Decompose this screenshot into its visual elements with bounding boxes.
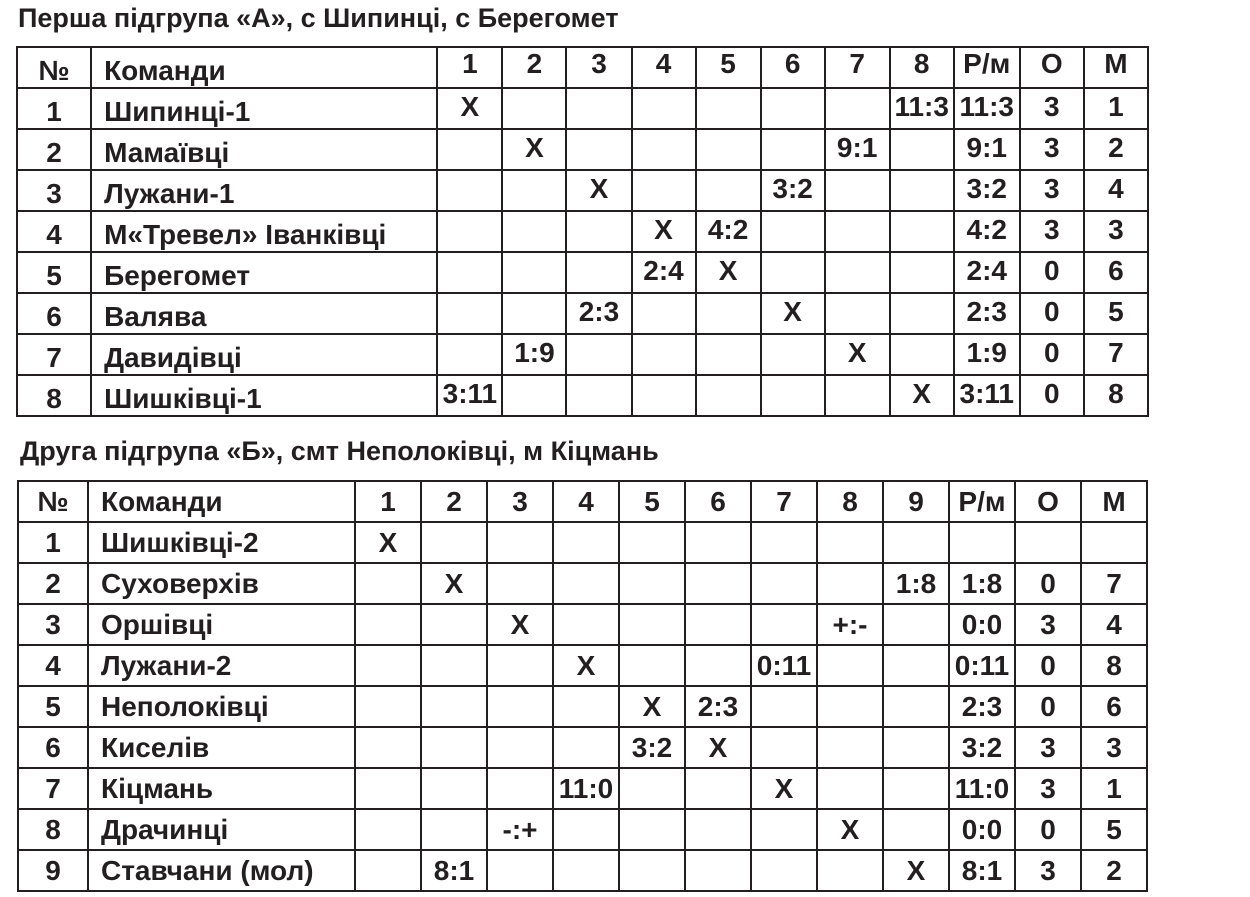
score-cell	[696, 129, 761, 170]
group-a-table	[16, 46, 1149, 417]
score-cell	[619, 563, 685, 604]
score-cell	[761, 129, 825, 170]
score-cell	[632, 170, 696, 211]
score-cell	[685, 522, 751, 563]
score-cell	[685, 604, 751, 645]
row-number: 8	[18, 809, 88, 850]
score-cell: 3:11	[437, 375, 502, 416]
header-col-10: Р/м	[954, 47, 1020, 88]
score-cell	[685, 563, 751, 604]
score-cell: 4:2	[696, 211, 761, 252]
score-cell	[502, 375, 566, 416]
place: 7	[1084, 334, 1148, 375]
score-cell	[566, 129, 631, 170]
row-number: 8	[17, 375, 91, 416]
score-cell: Х	[751, 768, 817, 809]
row-number: 9	[18, 850, 88, 891]
score-cell	[421, 522, 487, 563]
score-cell	[751, 686, 817, 727]
score-cell	[487, 563, 553, 604]
score-cell	[437, 211, 502, 252]
place	[1081, 522, 1147, 563]
header-row	[18, 481, 1147, 522]
place: 2	[1081, 850, 1147, 891]
header-col-2: 1	[355, 481, 421, 522]
points: 0	[1015, 686, 1081, 727]
score-cell	[761, 375, 825, 416]
score-cell	[751, 850, 817, 891]
score-cell	[421, 727, 487, 768]
score-cell	[355, 645, 421, 686]
score-cell	[883, 604, 949, 645]
score-cell	[817, 563, 883, 604]
table-row	[17, 170, 1148, 211]
score-cell	[883, 686, 949, 727]
score-cell	[685, 850, 751, 891]
goal-difference: 3:2	[954, 170, 1020, 211]
score-cell	[502, 211, 566, 252]
score-cell	[825, 170, 890, 211]
header-teams: Команди	[91, 47, 437, 88]
score-cell: 2:4	[632, 252, 696, 293]
row-number: 6	[18, 727, 88, 768]
header-col-12: М	[1084, 47, 1148, 88]
place: 5	[1084, 293, 1148, 334]
score-cell	[355, 850, 421, 891]
score-cell	[487, 768, 553, 809]
score-cell	[487, 850, 553, 891]
score-cell: 11:0	[553, 768, 619, 809]
score-cell	[553, 809, 619, 850]
score-cell	[553, 727, 619, 768]
score-cell: Х	[883, 850, 949, 891]
score-cell: Х	[890, 375, 954, 416]
score-cell: 8:1	[421, 850, 487, 891]
goal-difference: 1:8	[949, 563, 1015, 604]
score-cell	[685, 768, 751, 809]
score-cell	[502, 88, 566, 129]
score-cell	[421, 686, 487, 727]
score-cell	[825, 293, 890, 334]
header-col-12: О	[1015, 481, 1081, 522]
points: 3	[1020, 129, 1084, 170]
goal-difference: 3:2	[949, 727, 1015, 768]
table-row	[18, 645, 1147, 686]
header-col-8: 7	[825, 47, 890, 88]
row-number: 5	[18, 686, 88, 727]
score-cell	[566, 375, 631, 416]
team-name: Кіцмань	[88, 768, 355, 809]
score-cell	[685, 645, 751, 686]
place: 8	[1084, 375, 1148, 416]
score-cell	[553, 563, 619, 604]
points: 0	[1020, 375, 1084, 416]
team-name: Ставчани (мол)	[88, 850, 355, 891]
header-col-6: 5	[619, 481, 685, 522]
score-cell	[761, 334, 825, 375]
team-name: Неполоківці	[88, 686, 355, 727]
team-name: Валява	[91, 293, 437, 334]
score-cell: 0:11	[751, 645, 817, 686]
header-col-9: 8	[890, 47, 954, 88]
row-number: 2	[18, 563, 88, 604]
score-cell: +:-	[817, 604, 883, 645]
goal-difference: 9:1	[954, 129, 1020, 170]
header-col-4: 3	[487, 481, 553, 522]
header-col-4: 3	[566, 47, 631, 88]
score-cell	[825, 88, 890, 129]
score-cell	[825, 211, 890, 252]
header-col-3: 2	[421, 481, 487, 522]
score-cell	[553, 522, 619, 563]
place: 4	[1081, 604, 1147, 645]
score-cell	[890, 170, 954, 211]
place: 3	[1081, 727, 1147, 768]
score-cell	[817, 727, 883, 768]
table-row	[17, 375, 1148, 416]
group-a-title: Перша підгрупа «А», с Шипинці, с Берегомет	[18, 3, 619, 33]
score-cell	[619, 809, 685, 850]
goal-difference: 0:0	[949, 809, 1015, 850]
score-cell	[890, 129, 954, 170]
header-row	[17, 47, 1148, 88]
score-cell	[696, 293, 761, 334]
score-cell	[883, 645, 949, 686]
score-cell	[632, 375, 696, 416]
table-row	[18, 522, 1147, 563]
score-cell	[825, 252, 890, 293]
score-cell	[890, 293, 954, 334]
goal-difference: 2:3	[954, 293, 1020, 334]
score-cell	[761, 211, 825, 252]
points	[1015, 522, 1081, 563]
header-col-11: Р/м	[949, 481, 1015, 522]
goal-difference: 2:3	[949, 686, 1015, 727]
row-number: 1	[17, 88, 91, 129]
score-cell	[817, 686, 883, 727]
score-cell	[817, 768, 883, 809]
row-number: 3	[17, 170, 91, 211]
score-cell	[502, 252, 566, 293]
score-cell: 1:8	[883, 563, 949, 604]
score-cell	[502, 170, 566, 211]
header-col-9: 8	[817, 481, 883, 522]
score-cell	[890, 211, 954, 252]
table-row	[17, 334, 1148, 375]
goal-difference: 0:0	[949, 604, 1015, 645]
score-cell: Х	[632, 211, 696, 252]
score-cell	[619, 522, 685, 563]
score-cell	[883, 727, 949, 768]
table-row	[18, 563, 1147, 604]
score-cell	[632, 334, 696, 375]
goal-difference: 2:4	[954, 252, 1020, 293]
table-row	[18, 727, 1147, 768]
score-cell	[751, 604, 817, 645]
score-cell	[696, 334, 761, 375]
points: 3	[1015, 604, 1081, 645]
score-cell: Х	[437, 88, 502, 129]
score-cell: Х	[502, 129, 566, 170]
score-cell	[437, 129, 502, 170]
points: 3	[1015, 850, 1081, 891]
score-cell	[696, 170, 761, 211]
row-number: 7	[17, 334, 91, 375]
score-cell	[619, 850, 685, 891]
goal-difference: 4:2	[954, 211, 1020, 252]
score-cell	[619, 645, 685, 686]
team-name: Шишківці-2	[88, 522, 355, 563]
header-col-8: 7	[751, 481, 817, 522]
row-number: 3	[18, 604, 88, 645]
score-cell: 9:1	[825, 129, 890, 170]
score-cell	[437, 334, 502, 375]
team-name: Мамаївці	[91, 129, 437, 170]
score-cell	[487, 727, 553, 768]
points: 3	[1020, 88, 1084, 129]
score-cell	[751, 727, 817, 768]
row-number: 4	[18, 645, 88, 686]
score-cell	[632, 293, 696, 334]
goal-difference: 1:9	[954, 334, 1020, 375]
row-number: 7	[18, 768, 88, 809]
points: 3	[1020, 170, 1084, 211]
score-cell	[685, 809, 751, 850]
points: 0	[1015, 645, 1081, 686]
header-col-5: 4	[553, 481, 619, 522]
score-cell	[355, 768, 421, 809]
team-name: Шипинці-1	[91, 88, 437, 129]
score-cell: 3:2	[761, 170, 825, 211]
score-cell: Х	[696, 252, 761, 293]
goal-difference: 0:11	[949, 645, 1015, 686]
place: 4	[1084, 170, 1148, 211]
score-cell: 11:3	[890, 88, 954, 129]
place: 8	[1081, 645, 1147, 686]
score-cell	[553, 686, 619, 727]
score-cell	[553, 604, 619, 645]
row-number: 4	[17, 211, 91, 252]
score-cell	[566, 334, 631, 375]
goal-difference: 11:3	[954, 88, 1020, 129]
team-name: Берегомет	[91, 252, 437, 293]
score-cell	[696, 88, 761, 129]
header-col-5: 4	[632, 47, 696, 88]
table-row	[18, 604, 1147, 645]
score-cell	[619, 604, 685, 645]
group-b-title: Друга підгрупа «Б», смт Неполоківці, м Кіцмань	[20, 436, 659, 466]
score-cell	[487, 686, 553, 727]
goal-difference	[949, 522, 1015, 563]
team-name: Лужани-2	[88, 645, 355, 686]
score-cell	[487, 645, 553, 686]
points: 3	[1015, 727, 1081, 768]
table-row	[18, 850, 1147, 891]
table-row	[17, 129, 1148, 170]
score-cell	[632, 88, 696, 129]
score-cell	[421, 768, 487, 809]
table-row	[17, 211, 1148, 252]
score-cell	[421, 645, 487, 686]
points: 3	[1015, 768, 1081, 809]
header-col-2: 1	[437, 47, 502, 88]
place: 6	[1081, 686, 1147, 727]
header-number: №	[17, 47, 91, 88]
row-number: 1	[18, 522, 88, 563]
score-cell: Х	[685, 727, 751, 768]
score-cell	[502, 293, 566, 334]
score-cell	[566, 88, 631, 129]
team-name: Лужани-1	[91, 170, 437, 211]
table-row	[17, 88, 1148, 129]
score-cell: Х	[825, 334, 890, 375]
score-cell: Х	[421, 563, 487, 604]
score-cell	[437, 293, 502, 334]
score-cell	[751, 809, 817, 850]
header-col-3: 2	[502, 47, 566, 88]
score-cell	[751, 522, 817, 563]
table-row	[18, 809, 1147, 850]
goal-difference: 11:0	[949, 768, 1015, 809]
place: 1	[1081, 768, 1147, 809]
score-cell	[566, 211, 631, 252]
score-cell	[421, 809, 487, 850]
score-cell: Х	[761, 293, 825, 334]
place: 5	[1081, 809, 1147, 850]
score-cell	[553, 850, 619, 891]
team-name: Драчинці	[88, 809, 355, 850]
goal-difference: 8:1	[949, 850, 1015, 891]
score-cell	[890, 334, 954, 375]
score-cell	[761, 252, 825, 293]
score-cell	[883, 809, 949, 850]
score-cell	[566, 252, 631, 293]
group-b-table	[17, 480, 1148, 892]
score-cell	[883, 522, 949, 563]
header-teams: Команди	[88, 481, 355, 522]
score-cell	[355, 727, 421, 768]
score-cell: Х	[487, 604, 553, 645]
score-cell	[761, 88, 825, 129]
header-col-6: 5	[696, 47, 761, 88]
row-number: 5	[17, 252, 91, 293]
score-cell: 2:3	[685, 686, 751, 727]
row-number: 6	[17, 293, 91, 334]
score-cell	[696, 375, 761, 416]
points: 0	[1020, 252, 1084, 293]
team-name: Киселів	[88, 727, 355, 768]
score-cell: Х	[619, 686, 685, 727]
team-name: Суховерхів	[88, 563, 355, 604]
score-cell	[437, 252, 502, 293]
place: 7	[1081, 563, 1147, 604]
score-cell	[355, 604, 421, 645]
score-cell	[355, 563, 421, 604]
score-cell	[632, 129, 696, 170]
score-cell	[437, 170, 502, 211]
team-name: М«Тревел» Іванківці	[91, 211, 437, 252]
points: 0	[1015, 563, 1081, 604]
header-col-11: О	[1020, 47, 1084, 88]
score-cell	[751, 563, 817, 604]
goal-difference: 3:11	[954, 375, 1020, 416]
team-name: Давидівці	[91, 334, 437, 375]
team-name: Шишківці-1	[91, 375, 437, 416]
score-cell: Х	[355, 522, 421, 563]
table-row	[17, 252, 1148, 293]
place: 1	[1084, 88, 1148, 129]
place: 3	[1084, 211, 1148, 252]
table-row	[18, 768, 1147, 809]
points: 0	[1020, 334, 1084, 375]
score-cell	[825, 375, 890, 416]
points: 0	[1015, 809, 1081, 850]
points: 3	[1020, 211, 1084, 252]
table-row	[17, 293, 1148, 334]
row-number: 2	[17, 129, 91, 170]
score-cell: 3:2	[619, 727, 685, 768]
header-col-10: 9	[883, 481, 949, 522]
score-cell: 1:9	[502, 334, 566, 375]
score-cell	[883, 768, 949, 809]
table-row	[18, 686, 1147, 727]
score-cell	[355, 686, 421, 727]
score-cell: Х	[817, 809, 883, 850]
header-col-7: 6	[761, 47, 825, 88]
score-cell	[355, 809, 421, 850]
points: 0	[1020, 293, 1084, 334]
place: 2	[1084, 129, 1148, 170]
score-cell	[817, 850, 883, 891]
header-number: №	[18, 481, 88, 522]
score-cell	[817, 645, 883, 686]
score-cell	[817, 522, 883, 563]
score-cell: Х	[566, 170, 631, 211]
score-cell	[421, 604, 487, 645]
score-cell	[890, 252, 954, 293]
team-name: Оршівці	[88, 604, 355, 645]
header-col-13: М	[1081, 481, 1147, 522]
place: 6	[1084, 252, 1148, 293]
score-cell	[619, 768, 685, 809]
score-cell: Х	[553, 645, 619, 686]
score-cell	[487, 522, 553, 563]
score-cell: -:+	[487, 809, 553, 850]
score-cell: 2:3	[566, 293, 631, 334]
header-col-7: 6	[685, 481, 751, 522]
